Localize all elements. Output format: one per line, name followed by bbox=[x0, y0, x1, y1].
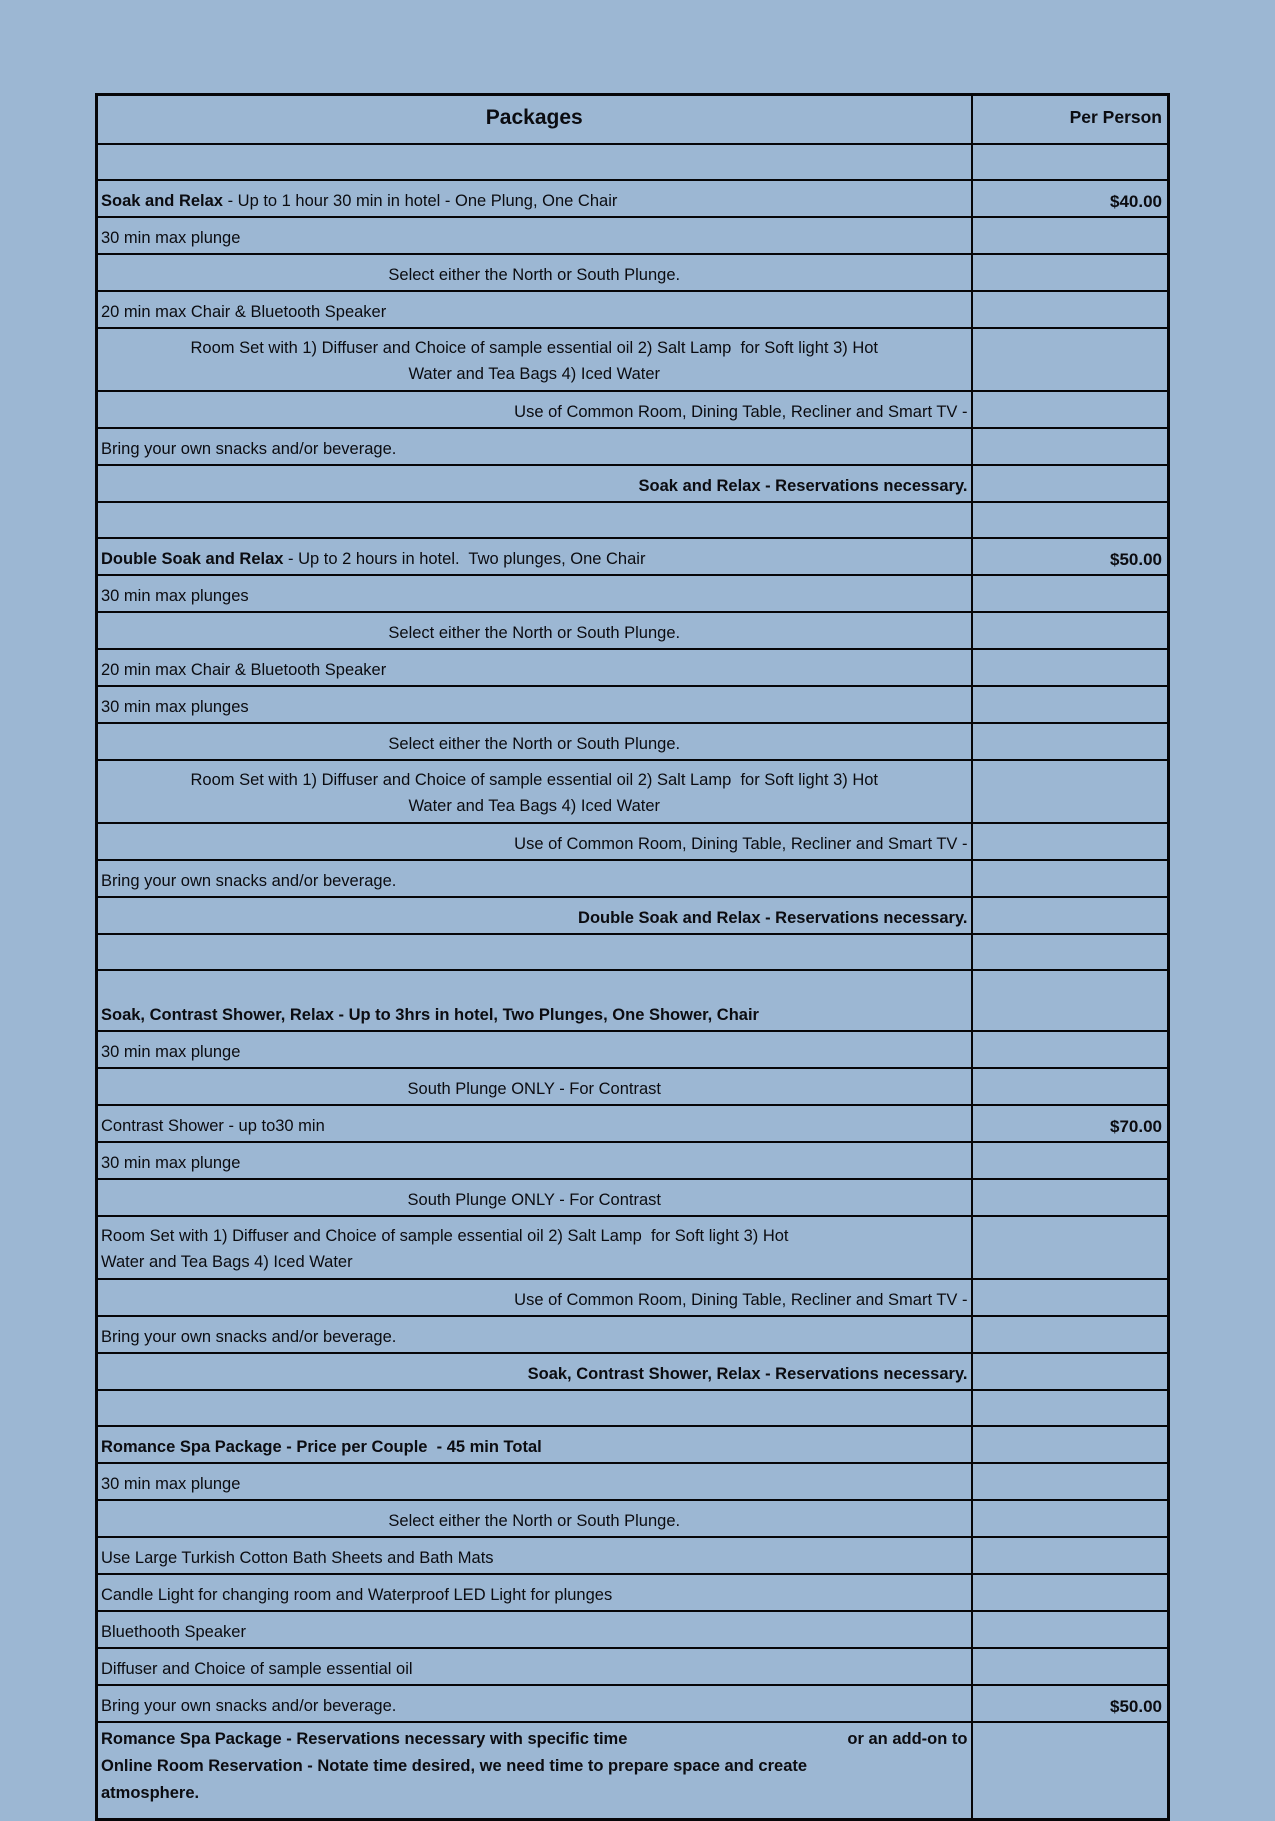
spacer-row bbox=[97, 502, 1169, 538]
price-cell: $50.00 bbox=[972, 1685, 1169, 1722]
package-cell: Use of Common Room, Dining Table, Recliner and Smart TV - bbox=[97, 391, 972, 428]
price-cell bbox=[972, 291, 1169, 328]
price-cell bbox=[972, 1463, 1169, 1500]
price-cell bbox=[972, 575, 1169, 612]
package-cell: Room Set with 1) Diffuser and Choice of sample essential oil 2) Salt Lamp for Soft light 3) Hot Water and Tea Bags 4) Iced Water bbox=[97, 328, 972, 391]
package-cell bbox=[97, 934, 972, 970]
reservation-note-row bbox=[97, 465, 1169, 502]
package-cell: Select either the North or South Plunge. bbox=[97, 1500, 972, 1537]
reservation-note-row bbox=[97, 1353, 1169, 1390]
package-name: Romance Spa Package - Price per Couple - 45 min Total bbox=[101, 1438, 542, 1456]
feature-row bbox=[97, 1316, 1169, 1353]
price-cell bbox=[972, 428, 1169, 465]
package-cell: Diffuser and Choice of sample essential oil bbox=[97, 1648, 972, 1685]
package-cell: Room Set with 1) Diffuser and Choice of sample essential oil 2) Salt Lamp for Soft light 3) Hot Water and Tea Bags 4) Iced Water bbox=[97, 760, 972, 823]
feature-row bbox=[97, 649, 1169, 686]
price-cell bbox=[972, 897, 1169, 934]
romance-spa-package-title-row bbox=[97, 1426, 1169, 1463]
package-name: Soak and Relax bbox=[101, 192, 223, 210]
package-cell: Bring your own snacks and/or beverage. bbox=[97, 428, 972, 465]
package-name: Soak, Contrast Shower, Relax - Up to 3hrs in hotel, Two Plunges, One Shower, Chair bbox=[101, 1006, 759, 1024]
contrast-shower-price-row bbox=[97, 1105, 1169, 1142]
package-cell: Use of Common Room, Dining Table, Recliner and Smart TV - bbox=[97, 1279, 972, 1316]
package-cell: Use Large Turkish Cotton Bath Sheets and Bath Mats bbox=[97, 1537, 972, 1574]
price-cell bbox=[972, 723, 1169, 760]
package-name: Double Soak and Relax - Reservations necessary. bbox=[578, 909, 968, 927]
package-cell: Bluethooth Speaker bbox=[97, 1611, 972, 1648]
feature-row bbox=[97, 391, 1169, 428]
price-cell bbox=[972, 823, 1169, 860]
price-cell bbox=[972, 217, 1169, 254]
package-cell bbox=[97, 897, 972, 934]
feature-row bbox=[97, 823, 1169, 860]
double-soak-and-relax-title-row bbox=[97, 538, 1169, 575]
price-cell bbox=[972, 1390, 1169, 1426]
price-cell bbox=[972, 1611, 1169, 1648]
price-cell bbox=[972, 1426, 1169, 1463]
feature-row bbox=[97, 860, 1169, 897]
package-cell: Bring your own snacks and/or beverage. bbox=[97, 1685, 972, 1722]
feature-row bbox=[97, 1279, 1169, 1316]
per-person-header: Per Person bbox=[972, 95, 1169, 145]
price-cell bbox=[972, 254, 1169, 291]
price-cell bbox=[972, 1500, 1169, 1537]
price-cell bbox=[972, 934, 1169, 970]
header-row bbox=[97, 95, 1169, 145]
package-cell: 20 min max Chair & Bluetooth Speaker bbox=[97, 649, 972, 686]
package-cell: Romance Spa Package - Reservations necessary with specific time or an add-on to Online Room Reservation - Notate time desired, we need time to prepare space and create atmosphere. bbox=[97, 1722, 972, 1820]
package-cell: 30 min max plunges bbox=[97, 686, 972, 723]
package-cell bbox=[97, 1390, 972, 1426]
price-cell bbox=[972, 465, 1169, 502]
soak-contrast-shower-relax-title-row bbox=[97, 970, 1169, 1031]
package-cell: 30 min max plunge bbox=[97, 1463, 972, 1500]
feature-row bbox=[97, 686, 1169, 723]
note-text: Romance Spa Package - Reservations necessary with specific time bbox=[101, 1730, 628, 1748]
packages-table bbox=[95, 93, 1170, 1821]
package-cell bbox=[97, 144, 972, 180]
feature-row bbox=[97, 291, 1169, 328]
feature-row bbox=[97, 760, 1169, 823]
package-cell: Soak and Relax - Up to 1 hour 30 min in hotel - One Plung, One Chair bbox=[97, 180, 972, 217]
package-name: Double Soak and Relax bbox=[101, 550, 284, 568]
price-cell bbox=[972, 1574, 1169, 1611]
feature-row bbox=[97, 1463, 1169, 1500]
feature-row bbox=[97, 1179, 1169, 1216]
package-cell: Candle Light for changing room and Waterproof LED Light for plunges bbox=[97, 1574, 972, 1611]
package-cell: 30 min max plunge bbox=[97, 1031, 972, 1068]
package-cell bbox=[97, 465, 972, 502]
price-cell bbox=[972, 1216, 1169, 1279]
feature-row bbox=[97, 1685, 1169, 1722]
package-cell: 30 min max plunge bbox=[97, 1142, 972, 1179]
note-text: or an add-on to bbox=[847, 1730, 968, 1748]
package-cell: Bring your own snacks and/or beverage. bbox=[97, 860, 972, 897]
price-cell bbox=[972, 760, 1169, 823]
feature-row bbox=[97, 1068, 1169, 1105]
feature-row bbox=[97, 1216, 1169, 1279]
spreadsheet bbox=[95, 93, 1170, 1821]
price-cell bbox=[972, 970, 1169, 1031]
feature-row bbox=[97, 217, 1169, 254]
feature-row bbox=[97, 1537, 1169, 1574]
package-cell: Select either the North or South Plunge. bbox=[97, 612, 972, 649]
spacer-row bbox=[97, 1390, 1169, 1426]
feature-row bbox=[97, 1574, 1169, 1611]
feature-row bbox=[97, 575, 1169, 612]
romance-reservation-note-row bbox=[97, 1722, 1169, 1820]
price-cell bbox=[972, 502, 1169, 538]
package-cell: South Plunge ONLY - For Contrast bbox=[97, 1068, 972, 1105]
price-cell: $50.00 bbox=[972, 538, 1169, 575]
price-cell bbox=[972, 1353, 1169, 1390]
price-cell bbox=[972, 686, 1169, 723]
package-cell: Double Soak and Relax - Up to 2 hours in hotel. Two plunges, One Chair bbox=[97, 538, 972, 575]
price-cell bbox=[972, 1031, 1169, 1068]
price-cell bbox=[972, 328, 1169, 391]
reservation-note-row bbox=[97, 897, 1169, 934]
package-cell bbox=[97, 1426, 972, 1463]
feature-row bbox=[97, 1142, 1169, 1179]
package-cell bbox=[97, 502, 972, 538]
package-cell: South Plunge ONLY - For Contrast bbox=[97, 1179, 972, 1216]
feature-row bbox=[97, 1500, 1169, 1537]
feature-row bbox=[97, 428, 1169, 465]
package-cell bbox=[97, 970, 972, 1031]
price-cell bbox=[972, 144, 1169, 180]
package-cell: 30 min max plunges bbox=[97, 575, 972, 612]
price-cell bbox=[972, 612, 1169, 649]
price-cell bbox=[972, 1279, 1169, 1316]
package-cell: Select either the North or South Plunge. bbox=[97, 723, 972, 760]
feature-row bbox=[97, 1648, 1169, 1685]
soak-and-relax-title-row bbox=[97, 180, 1169, 217]
package-cell: Bring your own snacks and/or beverage. bbox=[97, 1316, 972, 1353]
feature-row bbox=[97, 328, 1169, 391]
price-cell bbox=[972, 1068, 1169, 1105]
package-cell: Select either the North or South Plunge. bbox=[97, 254, 972, 291]
price-cell: $40.00 bbox=[972, 180, 1169, 217]
price-cell bbox=[972, 1316, 1169, 1353]
package-cell: Use of Common Room, Dining Table, Recliner and Smart TV - bbox=[97, 823, 972, 860]
price-cell bbox=[972, 1537, 1169, 1574]
package-cell: 30 min max plunge bbox=[97, 217, 972, 254]
price-cell bbox=[972, 649, 1169, 686]
price-cell bbox=[972, 1648, 1169, 1685]
package-name: Soak, Contrast Shower, Relax - Reservations necessary. bbox=[527, 1365, 968, 1383]
package-name: Soak and Relax - Reservations necessary. bbox=[638, 477, 968, 495]
package-cell: Room Set with 1) Diffuser and Choice of sample essential oil 2) Salt Lamp for Soft light 3) Hot Water and Tea Bags 4) Iced Water bbox=[97, 1216, 972, 1279]
spacer-row bbox=[97, 934, 1169, 970]
spacer-row bbox=[97, 144, 1169, 180]
packages-header: Packages bbox=[97, 95, 972, 145]
price-cell bbox=[972, 1142, 1169, 1179]
feature-row bbox=[97, 1611, 1169, 1648]
feature-row bbox=[97, 612, 1169, 649]
feature-row bbox=[97, 1031, 1169, 1068]
package-cell: Contrast Shower - up to30 min bbox=[97, 1105, 972, 1142]
price-cell bbox=[972, 1179, 1169, 1216]
price-cell bbox=[972, 1722, 1169, 1820]
price-cell: $70.00 bbox=[972, 1105, 1169, 1142]
feature-row bbox=[97, 723, 1169, 760]
feature-row bbox=[97, 254, 1169, 291]
price-cell bbox=[972, 391, 1169, 428]
package-cell: 20 min max Chair & Bluetooth Speaker bbox=[97, 291, 972, 328]
package-cell bbox=[97, 1353, 972, 1390]
price-cell bbox=[972, 860, 1169, 897]
